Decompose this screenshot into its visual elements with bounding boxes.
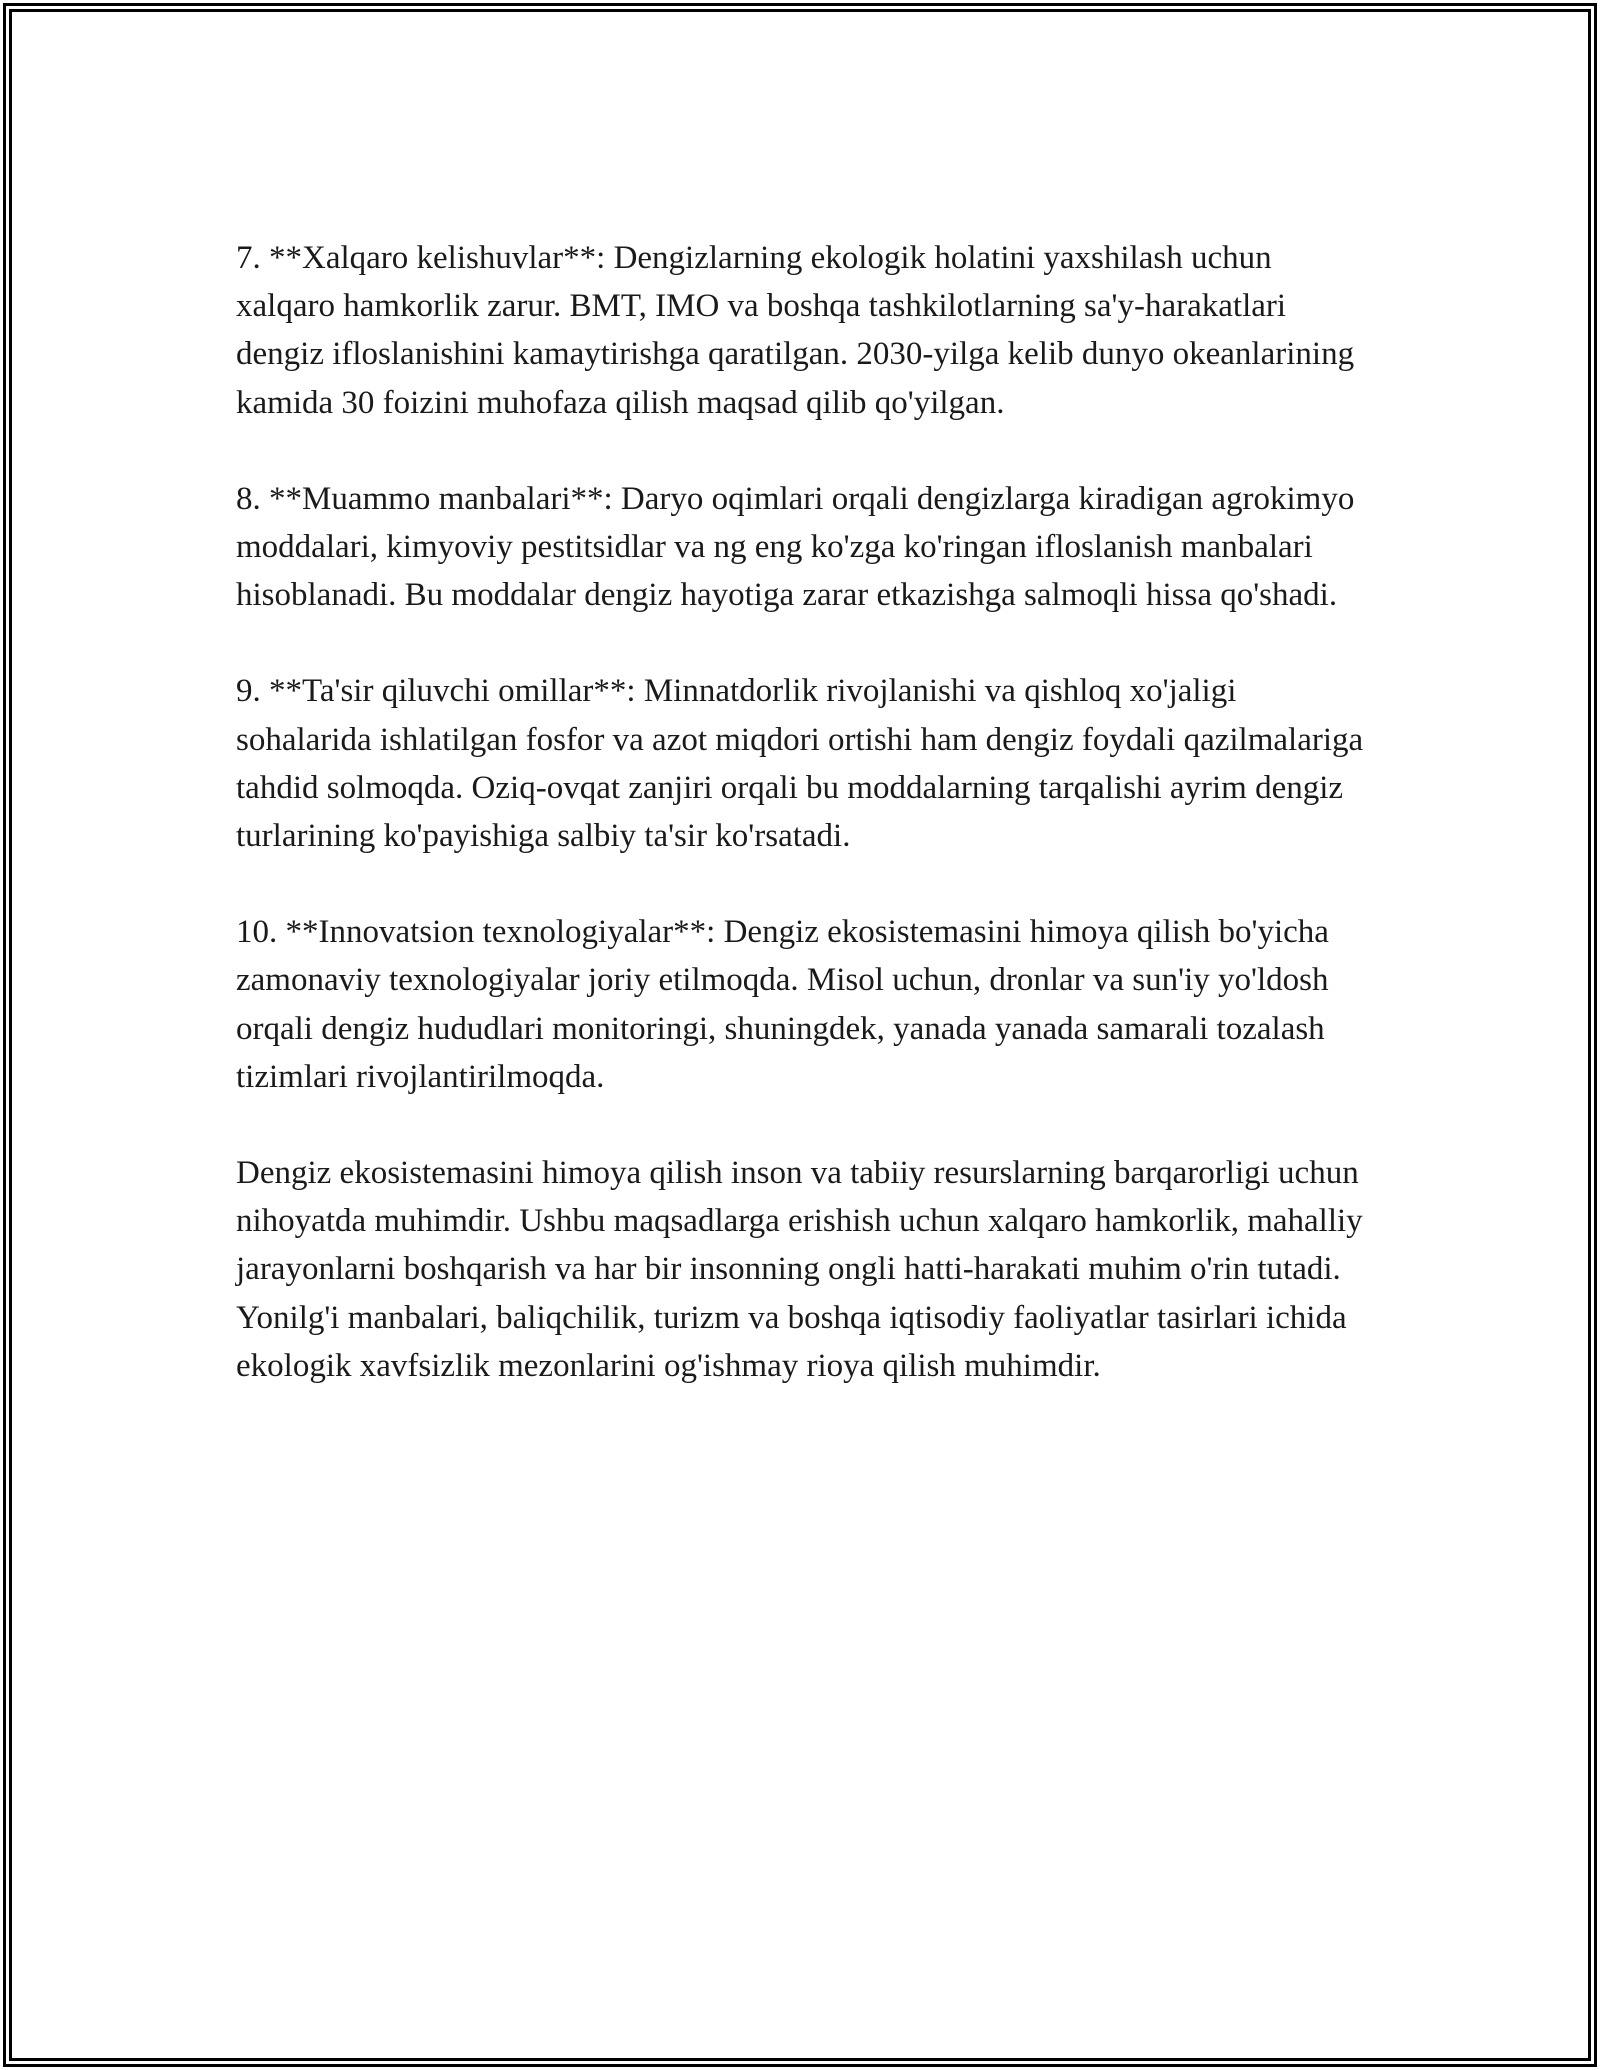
paragraph-tasir-qiluvchi-omillar: 9. **Ta'sir qiluvchi omillar**: Minnatdorlik rivojlanishi va qishloq xo'jaligi sohalarida ishlatilgan fosfor va azot miqdori ortishi ham dengiz foydali qazilmalariga tahdid solmoqda. Oziq-ovqat zanjiri orqali bu moddalarning tarqalishi ayrim dengiz turlarining ko'payishiga salbiy ta'sir ko'rsatadi.	[236, 673, 1364, 855]
paragraph-innovatsion-texnologiyalar: 10. **Innovatsion texnologiyalar**: Dengiz ekosistemasini himoya qilish bo'yicha zamonaviy texnologiyalar joriy etilmoqda. Misol uchun, dronlar va sun'iy yo'ldosh orqali dengiz hududlari monitoringi, shuningdek, yanada yanada samarali tozalash tizimlari rivojlantirilmoqda.	[236, 914, 1329, 1095]
paragraph-conclusion: Dengiz ekosistemasini himoya qilish inson va tabiiy resurslarning barqarorligi uchun nihoyatda muhimdir. Ushbu maqsadlarga erishish uchun xalqaro hamkorlik, mahalliy jarayonlarni boshqarish va har bir insonning ongli hatti-harakati muhim o'rin tutadi. Yonilg'i manbalari, baliqchilik, turizm va boshqa iqtisodiy faoliyatlar tasirlari ichida ekologik xavfsizlik mezonlarini og'ishmay rioya qilish muhimdir.	[236, 1155, 1363, 1384]
paragraph-xalqaro-kelishuvlar: 7. **Xalqaro kelishuvlar**: Dengizlarning ekologik holatini yaxshilash uchun xalqaro hamkorlik zarur. BMT, IMO va boshqa tashkilotlarning sa'y-harakatlari dengiz ifloslanishini kamaytirishga qaratilgan. 2030-yilga kelib dunyo okeanlarining kamida 30 foizini muhofaza qilish maqsad qilib qo'yilgan.	[236, 240, 1355, 421]
paragraph-muammo-manbalari: 8. **Muammo manbalari**: Daryo oqimlari orqali dengizlarga kiradigan agrokimyo moddalari, kimyoviy pestitsidlar va ng eng ko'zga ko'ringan ifloslanish manbalari hisoblanadi. Bu moddalar dengiz hayotiga zarar etkazishga salmoqli hissa qo'shadi.	[236, 480, 1355, 614]
document-body	[236, 234, 1364, 1438]
